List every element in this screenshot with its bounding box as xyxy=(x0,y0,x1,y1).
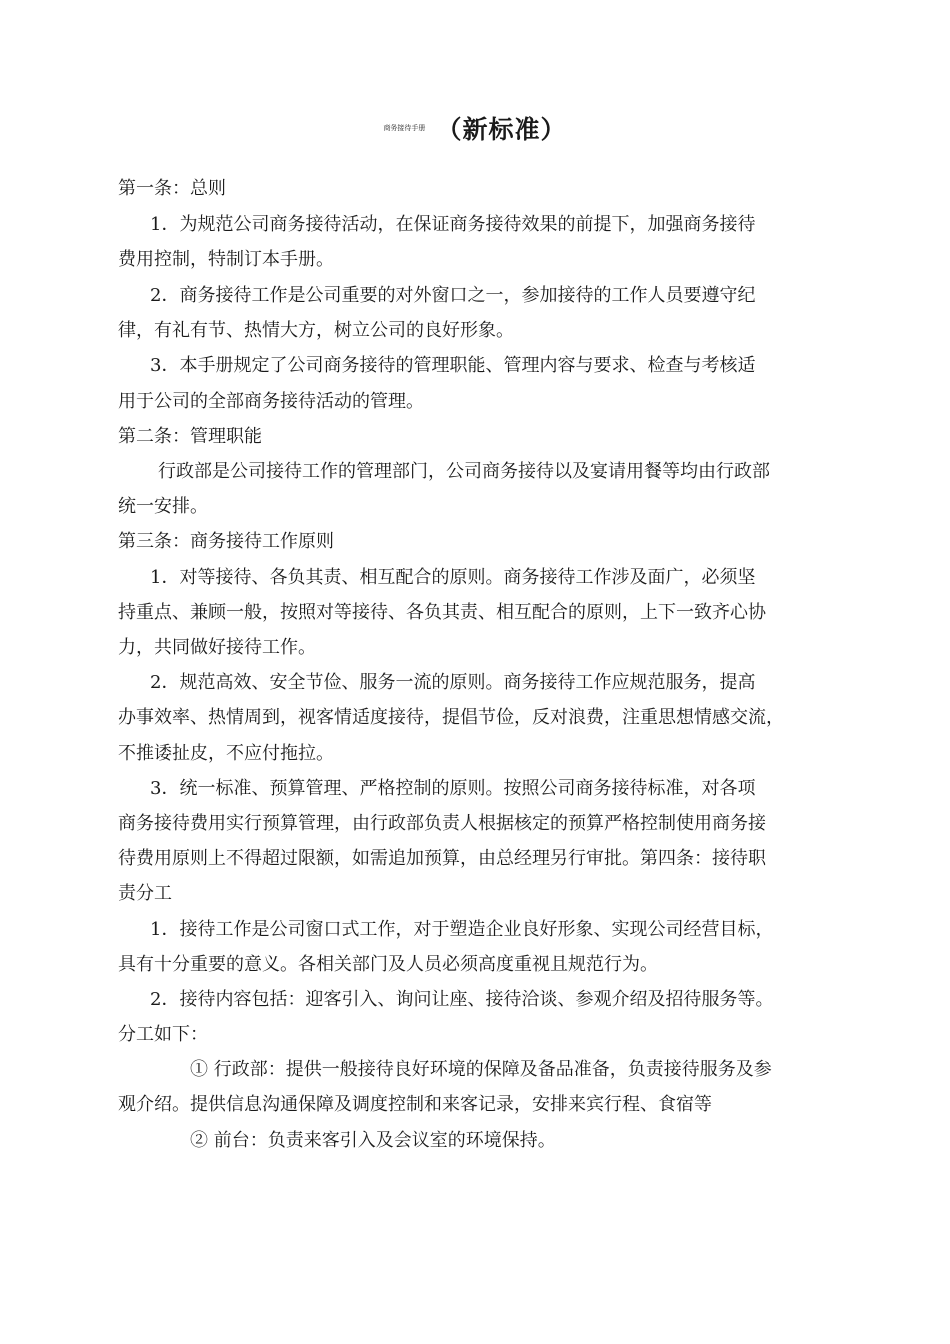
paragraph-line: 2．接待内容包括：迎客引入、询问让座、接待洽谈、参观介绍及招待服务等。 xyxy=(150,989,774,1010)
paragraph-line: 待费用原则上不得超过限额，如需追加预算，由总经理另行审批。第四条：接待职 xyxy=(118,848,766,869)
section-heading-4-cont: 责分工 xyxy=(118,883,172,904)
paragraph-line: 不推诿扯皮，不应付拖拉。 xyxy=(118,743,334,764)
section-heading-3: 第三条：商务接待工作原则 xyxy=(118,531,334,552)
paragraph-line: 1．为规范公司商务接待活动，在保证商务接待效果的前提下，加强商务接待 xyxy=(150,214,756,235)
paragraph-line: 2．规范高效、安全节俭、服务一流的原则。商务接待工作应规范服务，提高 xyxy=(150,672,756,693)
paragraph-line: 1．接待工作是公司窗口式工作，对于塑造企业良好形象、实现公司经营目标， xyxy=(150,919,774,940)
paragraph-line: 2．商务接待工作是公司重要的对外窗口之一，参加接待的工作人员要遵守纪 xyxy=(150,285,756,306)
paragraph-line: 1．对等接待、各负其责、相互配合的原则。商务接待工作涉及面广，必须坚 xyxy=(150,567,756,588)
paragraph-line: 具有十分重要的意义。各相关部门及人员必须高度重视且规范行为。 xyxy=(118,954,658,975)
section-heading-2: 第二条：管理职能 xyxy=(118,426,262,447)
section-heading-1: 第一条：总则 xyxy=(118,178,226,199)
document-small-title: 商务接待手册 xyxy=(383,124,426,132)
paragraph-line: 持重点、兼顾一般，按照对等接待、各负其责、相互配合的原则，上下一致齐心协 xyxy=(118,602,766,623)
paragraph-line: 费用控制，特制订本手册。 xyxy=(118,249,334,270)
paragraph-line: 力，共同做好接待工作。 xyxy=(118,637,316,658)
paragraph-line: 统一安排。 xyxy=(118,496,208,517)
paragraph-line: 办事效率、热情周到，视客情适度接待，提倡节俭，反对浪费，注重思想情感交流， xyxy=(118,707,784,728)
document-title xyxy=(0,110,950,146)
paragraph-line: 3．本手册规定了公司商务接待的管理职能、管理内容与要求、检查与考核适 xyxy=(150,355,756,376)
paragraph-line: 3．统一标准、预算管理、严格控制的原则。按照公司商务接待标准，对各项 xyxy=(150,778,756,799)
paragraph-line: 用于公司的全部商务接待活动的管理。 xyxy=(118,391,424,412)
paragraph-line: 行政部是公司接待工作的管理部门，公司商务接待以及宴请用餐等均由行政部 xyxy=(158,461,770,482)
list-item-line: ② 前台：负责来客引入及会议室的环境保持。 xyxy=(190,1130,556,1151)
list-item-line: ① 行政部：提供一般接待良好环境的保障及备品准备，负责接待服务及参 xyxy=(190,1059,772,1080)
paragraph-line: 商务接待费用实行预算管理，由行政部负责人根据核定的预算严格控制使用商务接 xyxy=(118,813,766,834)
document-main-title: （新标准） xyxy=(436,115,567,144)
paragraph-line: 律，有礼有节、热情大方，树立公司的良好形象。 xyxy=(118,320,514,341)
paragraph-line: 分工如下： xyxy=(118,1024,208,1045)
list-item-line: 观介绍。提供信息沟通保障及调度控制和来客记录，安排来宾行程、食宿等 xyxy=(118,1094,712,1115)
